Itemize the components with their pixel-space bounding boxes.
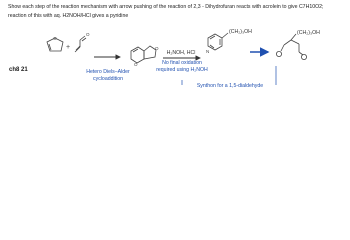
no-oxidation-note-line-1: No final oxidation bbox=[162, 60, 202, 66]
question-line-1: Show each step of the reaction mechanism with arrow pushing of the reaction of 2,3 - Dihydrofuran reacts with acrolein to give C7H10O2; bbox=[8, 4, 324, 10]
plus-sign: + bbox=[65, 44, 71, 51]
dihydrofuran-structure bbox=[47, 36, 63, 51]
hda-caption-line-2: cycloaddition bbox=[93, 76, 123, 82]
chapter-label: ch8 21 bbox=[9, 67, 28, 73]
dialdehyde-structure bbox=[276, 34, 306, 60]
synthon-caption: Synthon for a 1,5-dialdehyde bbox=[196, 83, 264, 89]
acrolein-structure bbox=[75, 32, 90, 52]
dihydrofuran-oxygen-label: O bbox=[53, 36, 57, 41]
adduct-furan-oxygen-label: O bbox=[155, 46, 159, 51]
no-oxidation-note-line-2: required using H₂NOH bbox=[156, 67, 208, 73]
pyridine-nitrogen-label: N bbox=[206, 49, 210, 54]
hda-caption-line-1: Hetero Diels–Alder bbox=[86, 69, 130, 75]
dialdehyde-substituent-label: (CH₂)₃OH bbox=[297, 30, 320, 36]
bicyclic-adduct-structure bbox=[131, 46, 159, 67]
adduct-ring-oxygen-label: O bbox=[134, 62, 138, 67]
question-line-2: reaction of this with aq. H2NOH/HCl gives a pyridine bbox=[8, 13, 129, 19]
pyridine-substituent-label: (CH₂)₃OH bbox=[229, 29, 252, 35]
pyridine-product-structure bbox=[208, 33, 228, 50]
acrolein-oxygen-label: O bbox=[86, 32, 90, 37]
reagent-label: H₂NOH, HCl bbox=[166, 50, 196, 56]
